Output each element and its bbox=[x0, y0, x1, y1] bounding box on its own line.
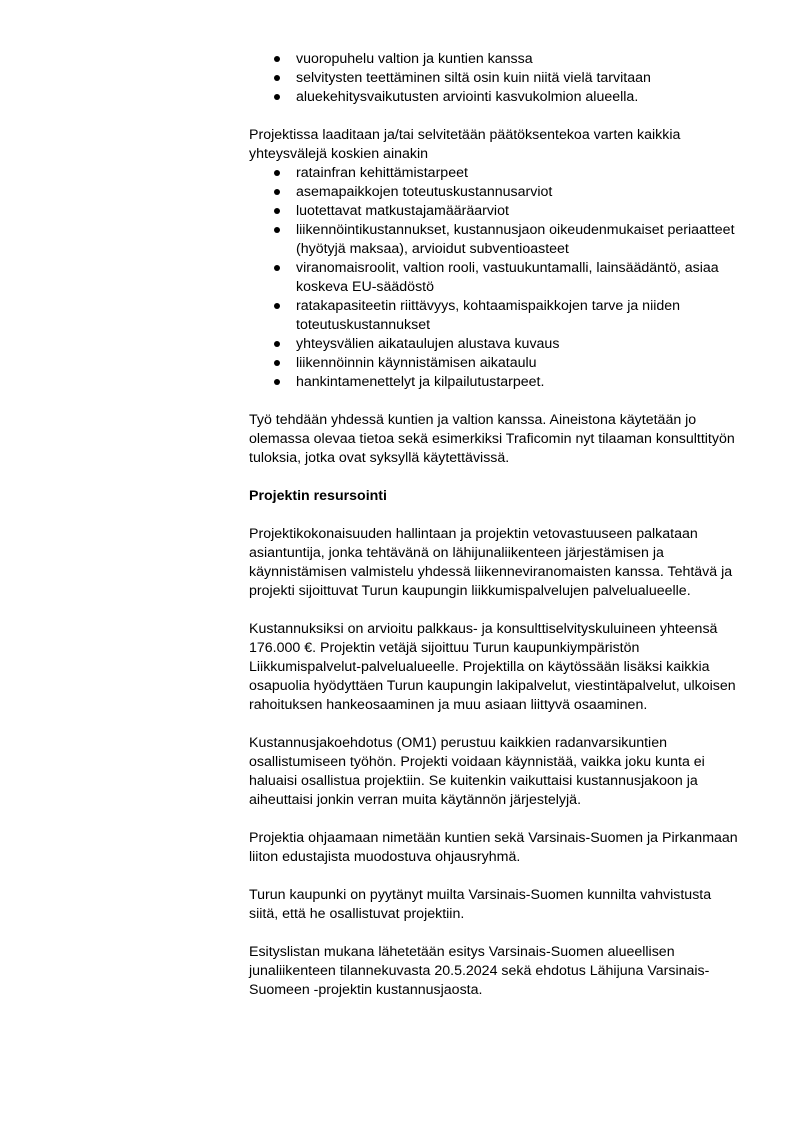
bullet-icon bbox=[274, 170, 280, 176]
steering-group-paragraph: Projektia ohjaamaan nimetään kuntien sekä Varsinais-Suomen ja Pirkanmaan liiton edustajista muodostuva ohjausryhmä. bbox=[249, 830, 738, 865]
list-item: ratakapasiteetin riittävyys, kohtaamispaikkojen tarve ja niiden toteutuskustannukset bbox=[249, 297, 739, 335]
list-item: yhteysvälien aikataulujen alustava kuvaus bbox=[249, 335, 739, 354]
bullet-icon bbox=[274, 75, 280, 81]
list-item: hankintamenettelyt ja kilpailutustarpeet. bbox=[249, 373, 739, 392]
document-page bbox=[249, 50, 739, 1000]
list-item: ratainfran kehittämistarpeet bbox=[249, 164, 739, 183]
list-item: vuoropuhelu valtion ja kuntien kanssa bbox=[249, 50, 739, 69]
bullet-icon bbox=[274, 94, 280, 100]
list-item: aluekehitysvaikutusten arviointi kasvukolmion alueella. bbox=[249, 88, 739, 107]
project-management-paragraph: Projektikokonaisuuden hallintaan ja projektin vetovastuuseen palkataan asiantuntija, jonka tehtävänä on lähijunaliikenteen järjestämisen ja käynnistämisen valmistelu yhdessä liikenneviranomaisten kanssa. Tehtävä ja projekti sijoittuvat Turun kaupungin liikkumispalvelujen palvelualueelle. bbox=[249, 526, 733, 599]
list-item: selvitysten teettäminen siltä osin kuin niitä vielä tarvitaan bbox=[249, 69, 739, 88]
bullet-icon bbox=[274, 208, 280, 214]
cost-allocation-paragraph: Kustannusjakoehdotus (OM1) perustuu kaikkien radanvarsikuntien osallistumiseen työhön. Projekti voidaan käynnistää, vaikka joku kunta ei haluaisi osallistua projektiin. Se kuitenkin vaikuttaisi kustannusjakoon ja aiheuttaisi jonkin verran muita käytännön järjestelyjä. bbox=[249, 735, 705, 808]
confirmation-request-paragraph: Turun kaupunki on pyytänyt muilta Varsinais-Suomen kunnilta vahvistusta siitä, että he osallistuvat projektiin. bbox=[249, 887, 712, 922]
costs-paragraph: Kustannuksiksi on arvioitu palkkaus- ja konsulttiselvityskuluineen yhteensä 176.000 €. Projektin vetäjä sijoittuu Turun kaupunkiympäristön Liikkumispalvelut-palvelualueelle. Projektilla on käytössään lisäksi kaikkia osapuolia hyödyttäen Turun kaupungin lakipalvelut, viestintäpalvelut, ulkoisen rahoituksen hankeosaaminen ja muu asiaan liittyvä osaaminen. bbox=[249, 621, 736, 713]
bullet-icon bbox=[274, 360, 280, 366]
list-item: liikennöinnin käynnistämisen aikataulu bbox=[249, 354, 739, 373]
section-heading: Projektin resursointi bbox=[249, 488, 387, 504]
cooperation-paragraph: Työ tehdään yhdessä kuntien ja valtion kanssa. Aineistona käytetään jo olemassa olevaa tietoa sekä esimerkiksi Traficomin nyt tilaaman konsulttityön tuloksia, jotka ovat syksyllä käytettävissä. bbox=[249, 412, 735, 466]
bullet-icon bbox=[274, 227, 280, 233]
list-item: asemapaikkojen toteutuskustannusarviot bbox=[249, 183, 739, 202]
bullet-icon bbox=[274, 379, 280, 385]
list-item: viranomaisroolit, valtion rooli, vastuukuntamalli, lainsäädäntö, asiaa koskeva EU-säädöstö bbox=[249, 259, 739, 297]
list-item: liikennöintikustannukset, kustannusjaon oikeudenmukaiset periaatteet (hyötyjä maksaa), arvioidut subventioasteet bbox=[249, 221, 739, 259]
requirements-bullet-list bbox=[249, 164, 739, 392]
bullet-icon bbox=[274, 341, 280, 347]
bullet-icon bbox=[274, 189, 280, 195]
attachments-paragraph: Esityslistan mukana lähetetään esitys Varsinais-Suomen alueellisen junaliikenteen tilannekuvasta 20.5.2024 sekä ehdotus Lähijuna Varsinais-Suomeen -projektin kustannusjaosta. bbox=[249, 944, 710, 998]
bullet-icon bbox=[274, 265, 280, 271]
bullet-icon bbox=[274, 56, 280, 62]
bullet-icon bbox=[274, 303, 280, 309]
list-item: luotettavat matkustajamääräarviot bbox=[249, 202, 739, 221]
intro-bullet-list bbox=[249, 50, 739, 107]
requirements-lead-paragraph: Projektissa laaditaan ja/tai selvitetään päätöksentekoa varten kaikkia yhteysvälejä koskien ainakin bbox=[249, 127, 681, 162]
